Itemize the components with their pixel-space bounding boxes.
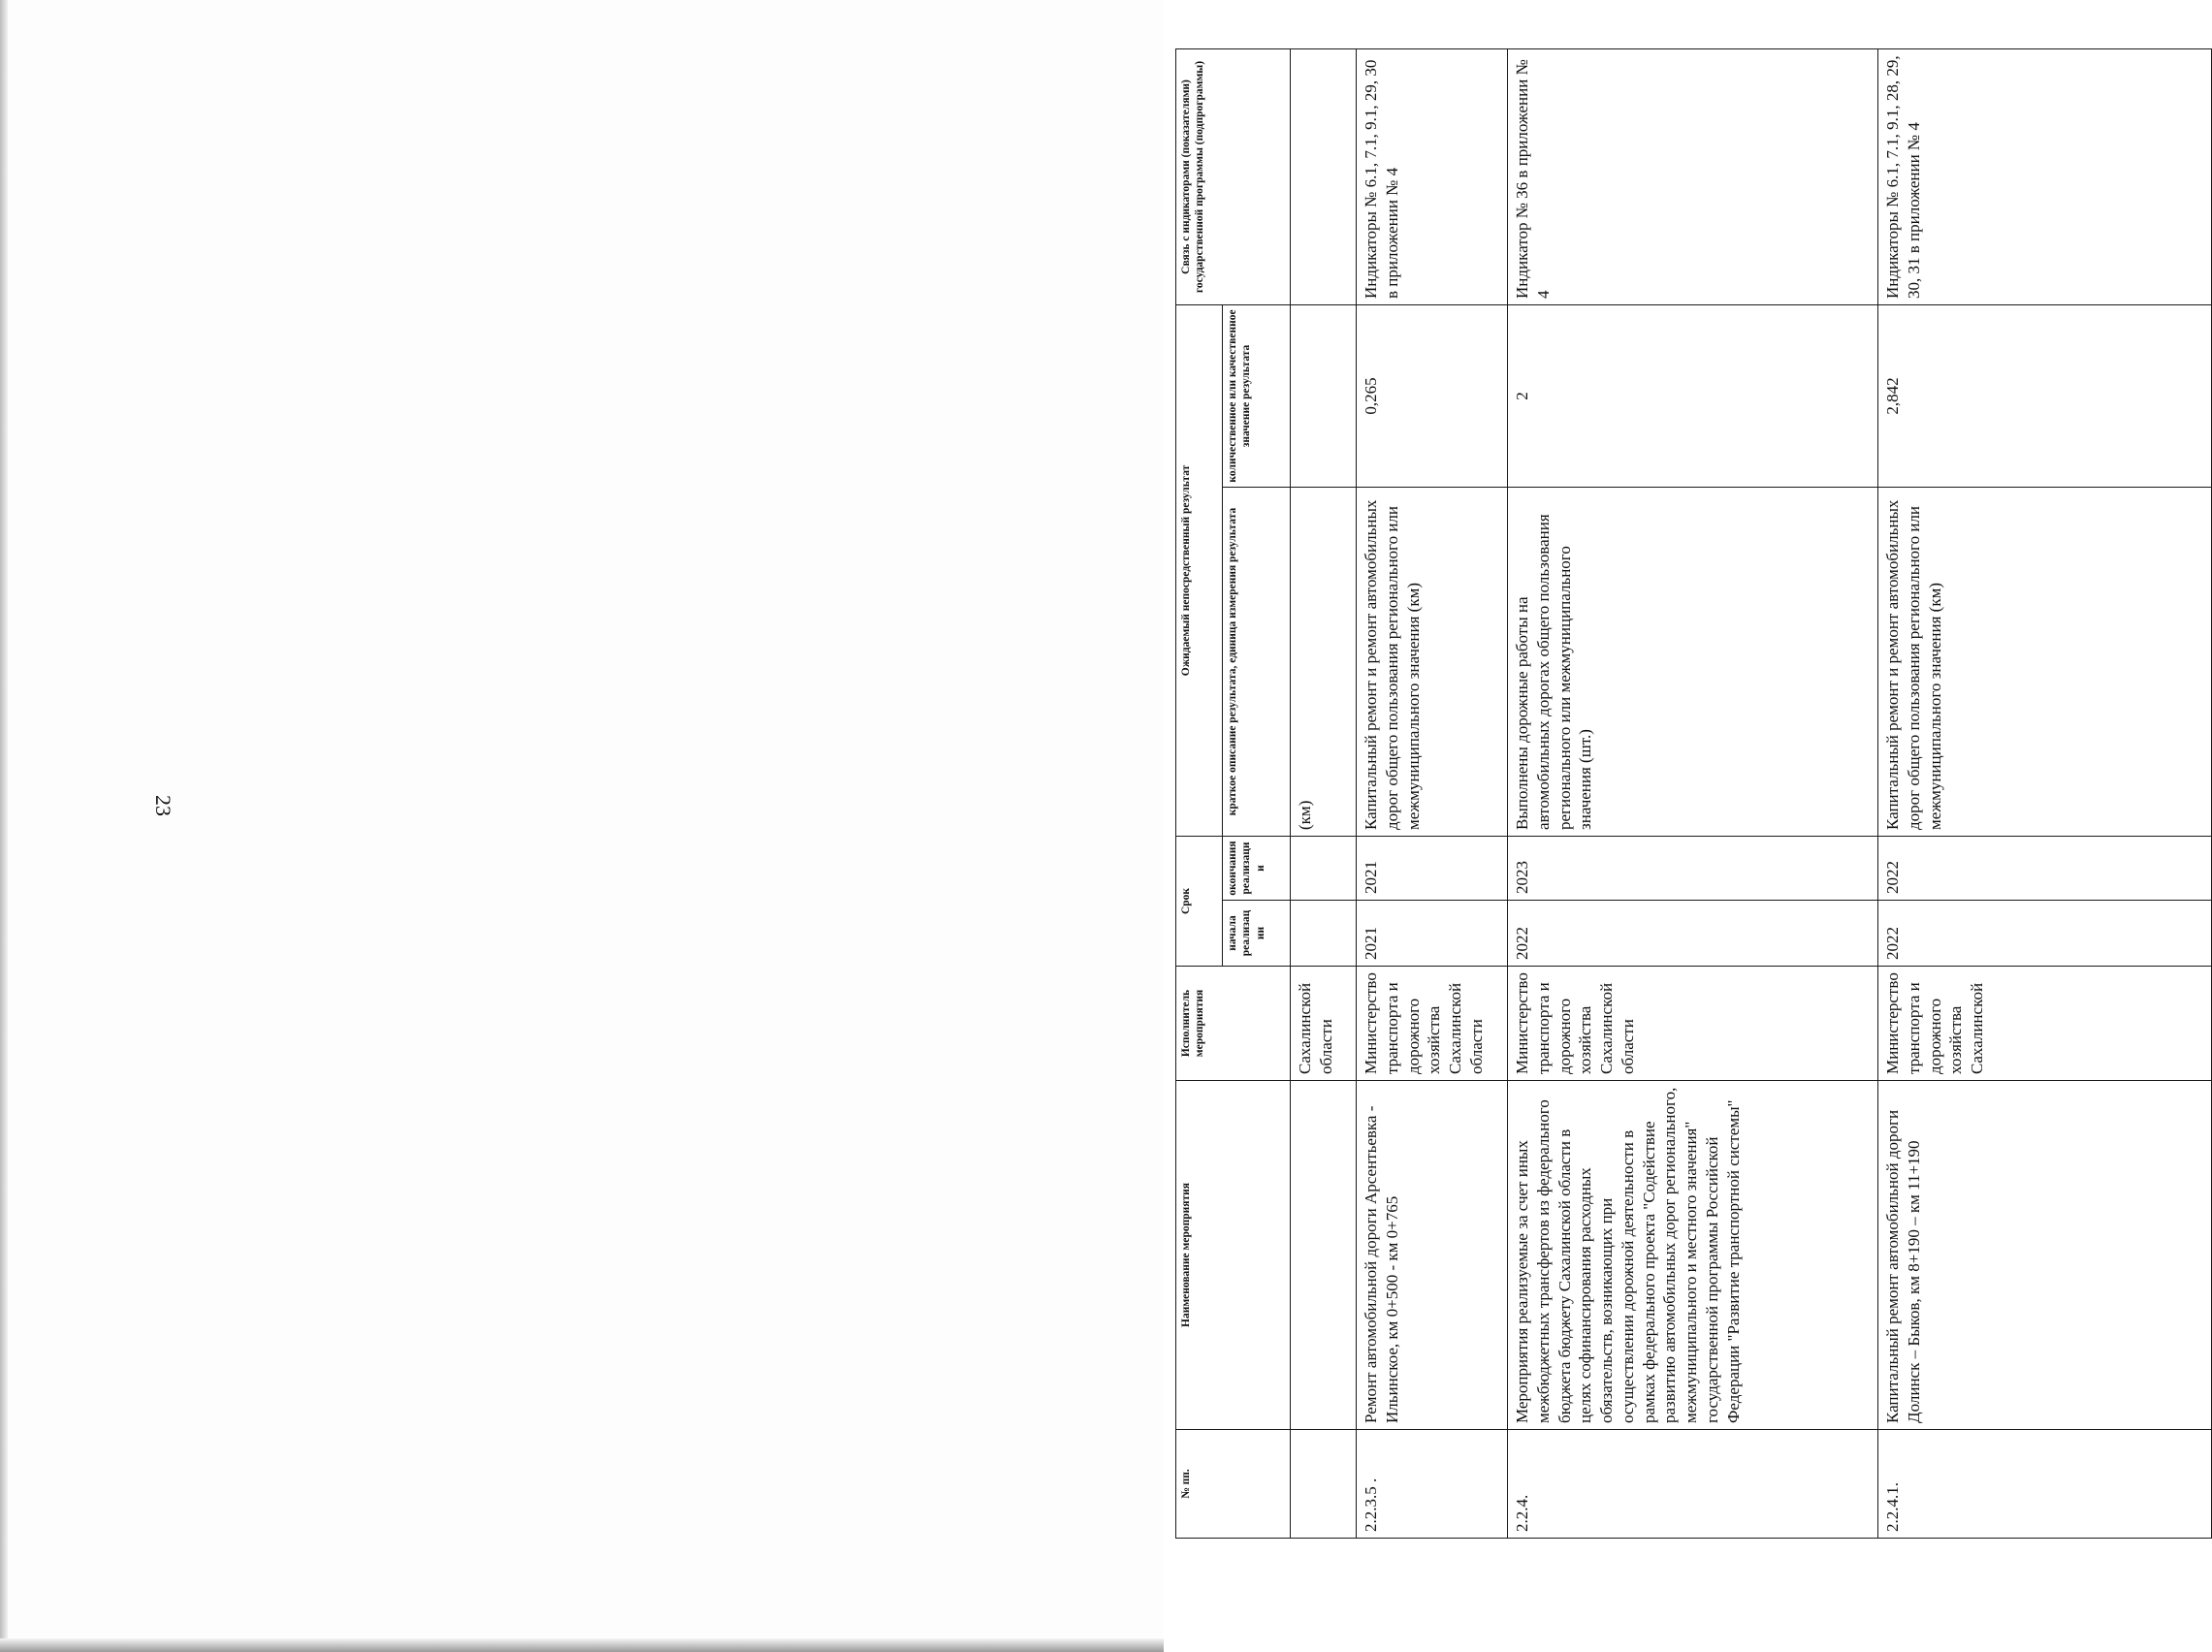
header-result-desc: краткое описание результата, единица измерения результата [1223, 487, 1291, 836]
table-header-row [1176, 48, 1223, 1538]
scan-edge [0, 0, 8, 1652]
cell-value: 0,265 [1357, 304, 1508, 487]
cell-value: 2,842 [1878, 304, 2212, 487]
cell-executor: Министерство транспорта и дорожного хозяйства Сахалинской области [1508, 967, 1878, 1081]
cell-end: 2021 [1357, 836, 1508, 900]
cell-desc: (км) [1291, 487, 1357, 836]
rotated-table-wrapper [1175, 49, 2211, 1539]
cell-desc: Капитальный ремонт и ремонт автомобильных дорог общего пользования регионального или межмуниципального значения (км) [1878, 487, 2212, 836]
cell-no: 2.2.3.5 . [1357, 1430, 1508, 1539]
cell-link: Индикаторы № 6.1, 7.1, 9.1, 29, 30 в приложении № 4 [1357, 48, 1508, 304]
header-link: Связь с индикаторами (показателями) государственной программы (подпрограммы) [1176, 48, 1291, 304]
table-row [1291, 48, 1357, 1538]
cell-desc: Капитальный ремонт и ремонт автомобильных дорог общего пользования регионального или межмуниципального значения (км) [1357, 487, 1508, 836]
cell-no: 2.2.4.1. [1878, 1430, 2212, 1539]
cell-name: Ремонт автомобильной дороги Арсентьевка - Ильинское, км 0+500 - км 0+765 [1357, 1081, 1508, 1430]
cell-start: 2022 [1878, 901, 2212, 967]
table-row [1878, 48, 2212, 1538]
scan-edge [0, 1638, 1164, 1652]
cell-start: 2022 [1508, 901, 1878, 967]
cell-start: 2021 [1357, 901, 1508, 967]
cell-link [1291, 48, 1357, 304]
cell-name: Мероприятия реализуемые за счет иных межбюджетных трансфертов из федерального бюджета бюджету Сахалинской области в целях софинансирования расходных обязательств, возникающих при осуществлении дорожной деятельности в рамках федерального проекта "Содействие развитию автомобильных дорог регионального, межмуниципального и местного значения" государственной программы Российской Федерации "Развитие транспортной системы" [1508, 1081, 1878, 1430]
header-name: Наименование мероприятия [1176, 1081, 1291, 1430]
cell-value [1291, 304, 1357, 487]
cell-name: Капитальный ремонт автомобильной дороги Долинск – Быков, км 8+190 – км 11+190 [1878, 1081, 2212, 1430]
cell-value: 2 [1508, 304, 1878, 487]
cell-executor: Министерство транспорта и дорожного хозяйства Сахалинской [1878, 967, 2212, 1081]
table-row [1357, 48, 1508, 1538]
table-row [1508, 48, 1878, 1538]
cell-name [1291, 1081, 1357, 1430]
cell-executor: Сахалинской области [1291, 967, 1357, 1081]
cell-end [1291, 836, 1357, 900]
cell-executor: Министерство транспорта и дорожного хозяйства Сахалинской области [1357, 967, 1508, 1081]
header-term: Срок [1176, 836, 1223, 966]
measures-table [1175, 48, 2212, 1539]
cell-end: 2023 [1508, 836, 1878, 900]
cell-desc: Выполнены дорожные работы на автомобильных дорогах общего пользования регионального или межмуниципального значения (шт.) [1508, 487, 1878, 836]
cell-start [1291, 901, 1357, 967]
cell-no [1291, 1430, 1357, 1539]
cell-link: Индикаторы № 6.1, 7.1, 9.1, 28, 29, 30, 31 в приложении № 4 [1878, 48, 2212, 304]
cell-link: Индикатор № 36 в приложении № 4 [1508, 48, 1878, 304]
header-term-start: начала реализац ии [1223, 901, 1291, 967]
cell-no: 2.2.4. [1508, 1430, 1878, 1539]
header-executor: Исполнитель мероприятия [1176, 967, 1291, 1081]
header-no: № пп. [1176, 1430, 1291, 1539]
page-number: 23 [151, 795, 176, 816]
header-result: Ожидаемый непосредственный результат [1176, 304, 1223, 836]
cell-end: 2022 [1878, 836, 2212, 900]
header-term-end: окончания реализаци и [1223, 836, 1291, 900]
header-result-value: количественное или качественное значение результата [1223, 304, 1291, 487]
